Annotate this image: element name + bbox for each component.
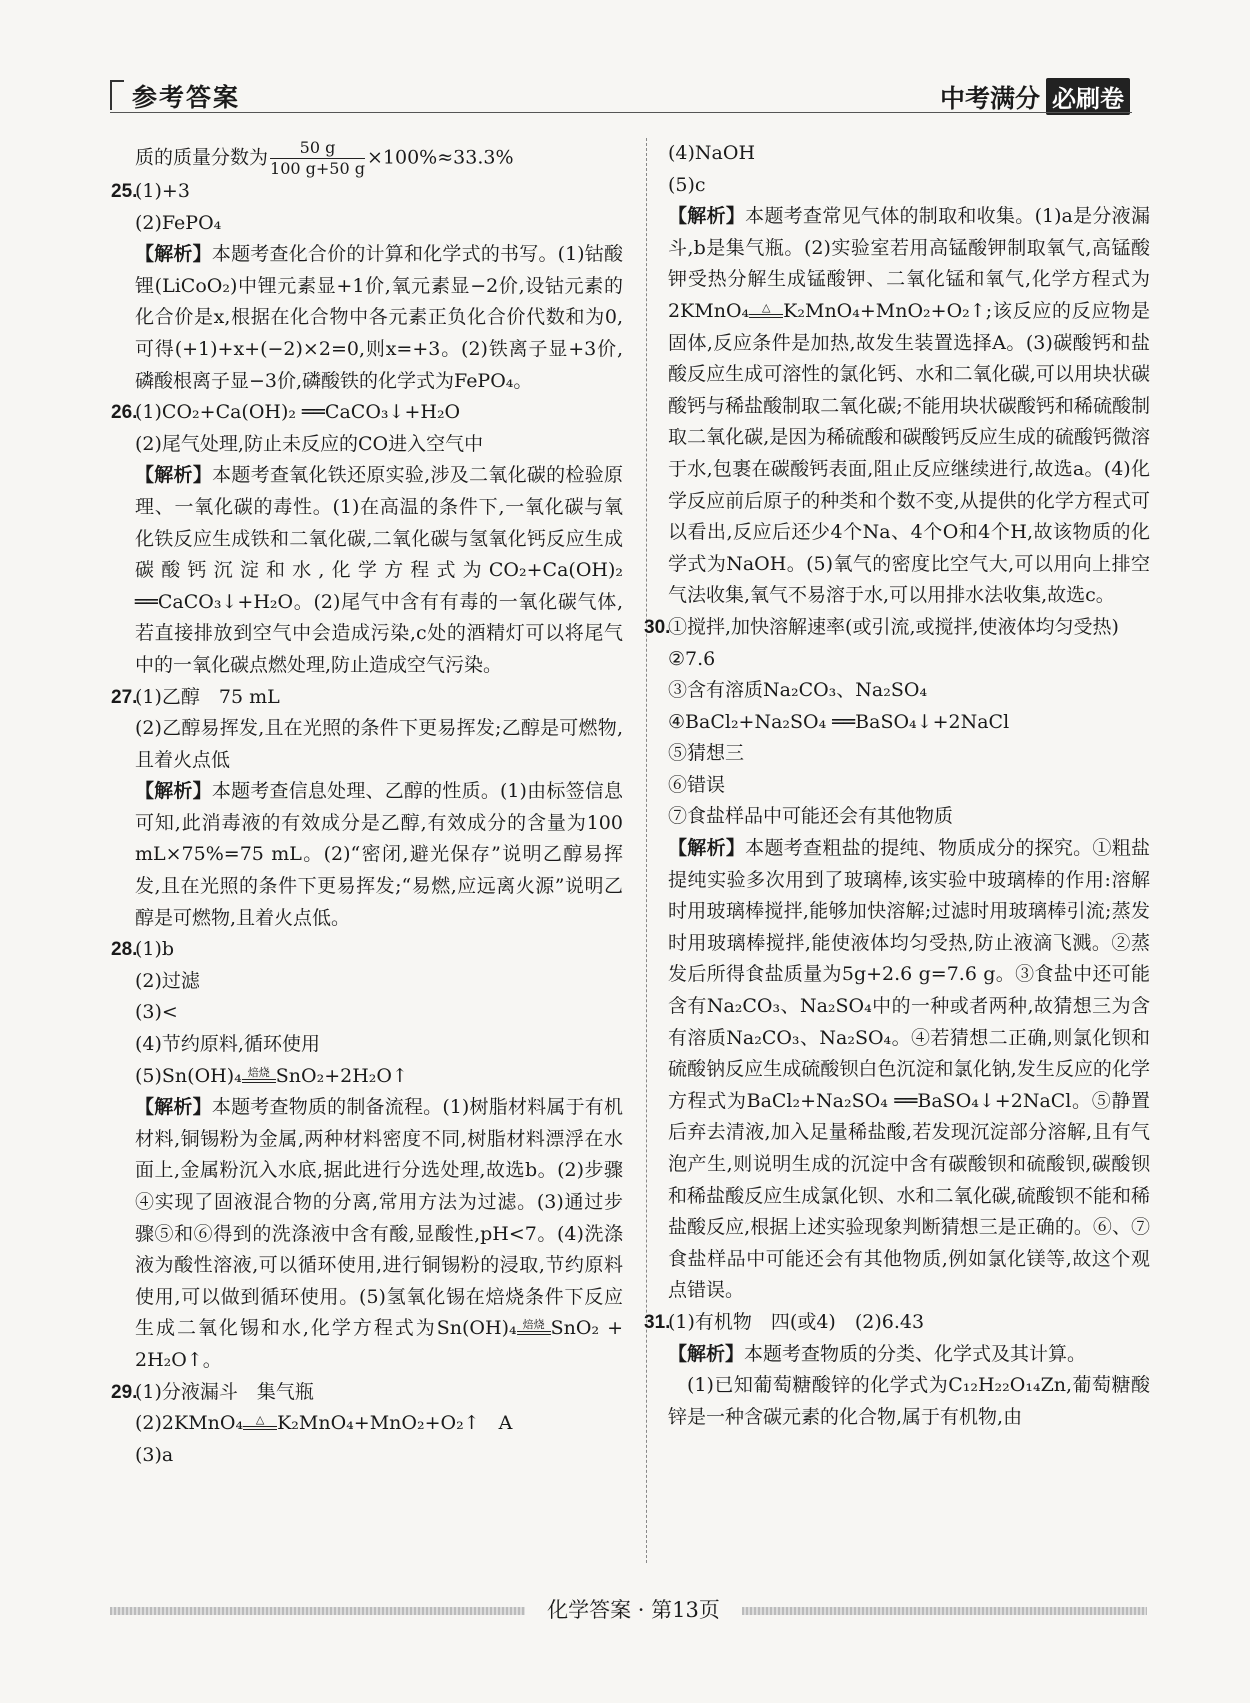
question-number: 27.	[111, 686, 138, 708]
question-28	[111, 934, 623, 1376]
question-number: 25.	[111, 181, 138, 202]
question-29-continued	[668, 138, 1150, 612]
answer-line: ⑤猜想三	[668, 742, 745, 765]
explanation-text: 本题考查物质的分类、化学式及其计算。	[744, 1342, 1087, 1365]
question-number: 29.	[111, 1381, 138, 1403]
explanation-tag: 【解析】	[135, 1096, 212, 1119]
column-divider	[646, 138, 647, 1563]
answer-line: (3)<	[135, 1001, 178, 1024]
answer-line: (2)尾气处理,防止未反应的CO进入空气中	[135, 432, 484, 455]
explanation	[668, 833, 1150, 1307]
reaction-condition: 焙烧	[517, 1319, 551, 1335]
fraction-numerator: 50 g	[270, 138, 365, 159]
footer-page-label: 化学答案 · 第13页	[547, 1598, 720, 1622]
equation-reactant: (2)2KMnO₄	[135, 1412, 244, 1435]
explanation-tag: 【解析】	[135, 780, 212, 803]
reaction-condition: 焙烧	[242, 1067, 276, 1083]
explanation-text: 本题考查化合价的计算和化学式的书写。(1)钴酸锂(LiCoO₂)中锂元素显+1价,氧元素显−2价,设钴元素的化合价是x,根据在化合物中各元素正负化合价代数和为0,可得(+1)+x+(−2)×2=0,则x=+3。(2)铁离子显+3价,磷酸根离子显−3价,磷酸铁的化学式为FePO₄。	[135, 243, 623, 392]
question-number: 26.	[111, 402, 138, 424]
equation-product: SnO₂+2H₂O↑	[275, 1064, 408, 1087]
answer-line: (1)乙醇 75 mL	[135, 685, 280, 708]
explanation-tag: 【解析】	[135, 243, 212, 266]
answer-line-equation	[135, 1061, 623, 1093]
header-right	[940, 78, 1130, 115]
answer-line: (2)FePO₄	[135, 211, 222, 234]
explanation-text-end: SnO₂ + 2H₂O↑。	[135, 1317, 623, 1371]
explanation-tag: 【解析】	[668, 205, 746, 228]
header-badge: 必刷卷	[1046, 78, 1130, 115]
header-rule	[110, 112, 1132, 113]
intro-line	[135, 138, 623, 176]
reaction-condition: △	[749, 302, 783, 318]
explanation	[135, 776, 623, 934]
answer-line: (3)a	[135, 1443, 174, 1466]
right-column	[644, 138, 1150, 1433]
left-column	[111, 138, 623, 1471]
answer-line: ⑦食盐样品中可能还会有其他物质	[668, 805, 954, 828]
header-bracket	[110, 80, 124, 110]
header-left-title: 参考答案	[132, 83, 241, 112]
answer-line: ②7.6	[668, 647, 716, 670]
answer-line: ①搅拌,加快溶解速率(或引流,或搅拌,使液体均匀受热)	[668, 615, 1119, 638]
answer-line: (4)节约原料,循环使用	[135, 1033, 320, 1056]
answer-line: (4)NaOH	[668, 142, 756, 164]
answer-line: (1)CO₂+Ca(OH)₂ ══CaCO₃↓+H₂O	[135, 401, 461, 424]
question-25	[111, 176, 623, 397]
footer-bar-right	[742, 1607, 1147, 1615]
explanation-tag: 【解析】	[668, 1342, 745, 1365]
explanation-tag: 【解析】	[135, 464, 213, 487]
footer-bar-left	[110, 1607, 525, 1615]
intro-suffix: ×100%≈33.3%	[366, 146, 514, 169]
explanation-text: 本题考查信息处理、乙醇的性质。(1)由标签信息可知,此消毒液的有效成分是乙醇,有效成分的含量为100 mL×75%=75 mL。(2)“密闭,避光保存”说明乙醇易挥发,且在光照的条件下更易挥发;“易燃,应远离火源”说明乙醇是可燃物,且着火点低。	[135, 780, 623, 929]
equation-reactant: (5)Sn(OH)₄	[135, 1064, 242, 1087]
answer-line: (2)乙醇易挥发,且在光照的条件下更易挥发;乙醇是可燃物,且着火点低	[135, 717, 623, 771]
answer-line: ③含有溶质Na₂CO₃、Na₂SO₄	[668, 679, 928, 702]
question-number: 30.	[644, 616, 671, 638]
question-29	[111, 1377, 623, 1472]
explanation	[135, 1092, 623, 1376]
intro-prefix: 质的质量分数为	[135, 146, 269, 169]
answer-line: (1)+3	[135, 180, 190, 202]
question-number: 31.	[644, 1311, 671, 1333]
question-30	[644, 612, 1150, 1307]
question-31	[644, 1307, 1150, 1433]
explanation-text: 本题考查粗盐的提纯、物质成分的探究。①粗盐提纯实验多次用到了玻璃棒,该实验中玻璃棒的作用:溶解时用玻璃棒搅拌,能够加快溶解;过滤时用玻璃棒引流;蒸发时用玻璃棒搅拌,能使液体均匀受热,防止液滴飞溅。②蒸发后所得食盐质量为5g+2.6 g=7.6 g。③食盐中还可能含有Na₂CO₃、Na₂SO₄中的一种或者两种,故猜想三为含有溶质Na₂CO₃、Na₂SO₄。④若猜想二正确,则氯化钡和硫酸钠反应生成硫酸钡白色沉淀和氯化钠,发生反应的化学方程式为BaCl₂+Na₂SO₄ ══BaSO₄↓+2NaCl。⑤静置后弃去清液,加入足量稀盐酸,若发现沉淀部分溶解,且有气泡产生,则说明生成的沉淀中含有碳酸钡和硫酸钡,碳酸钡和稀盐酸反应生成氯化钡、水和二氧化碳,硫酸钡不能和稀盐酸反应,根据上述实验现象判断猜想三是正确的。⑥、⑦食盐样品中可能还会有其他物质,例如氯化镁等,故这个观点错误。	[668, 837, 1150, 1302]
explanation-text-cont: K₂MnO₄+MnO₂+O₂↑;该反应的反应物是固体,反应条件是加热,故发生装置选择A。(3)碳酸钙和盐酸反应生成可溶性的氯化钙、水和二氧化碳,可以用块状碳酸钙与稀盐酸制取二氧化碳;不能用块状碳酸钙和稀硫酸制取二氧化碳,是因为稀硫酸和碳酸钙反应生成的硫酸钙微溶于水,包裹在碳酸钙表面,阻止反应继续进行,故选a。(4)化学反应前后原子的种类和个数不变,从提供的化学方程式可以看出,反应后还少4个Na、4个O和4个H,故该物质的化学式为NaOH。(5)氧气的密度比空气大,可以用向上排空气法收集,氧气不易溶于水,可以用排水法收集,故选c。	[668, 299, 1150, 607]
answer-line: (5)c	[668, 173, 706, 196]
answer-line: (2)过滤	[135, 969, 200, 992]
explanation-text: 本题考查常见气体的制取和收集。(1)a是分液漏斗,b是集气瓶。(2)实验室若用高锰酸钾制取氧气,高锰酸钾受热分解生成锰酸钾、二氧化锰和氧气,化学方程式为2KMnO₄	[668, 205, 1150, 322]
explanation	[668, 201, 1150, 612]
question-26	[111, 397, 623, 681]
explanation-text-2: (1)已知葡萄糖酸锌的化学式为C₁₂H₂₂O₁₄Zn,葡萄糖酸锌是一种含碳元素的化合物,属于有机物,由	[668, 1374, 1150, 1428]
explanation-tag: 【解析】	[668, 837, 746, 860]
answer-line-equation	[135, 1408, 623, 1440]
explanation	[135, 239, 623, 397]
question-number: 28.	[111, 939, 138, 961]
answer-line: (1)分液漏斗 集气瓶	[135, 1380, 314, 1403]
fraction	[270, 138, 365, 179]
equation-product: K₂MnO₄+MnO₂+O₂↑ A	[277, 1412, 513, 1435]
header-right-title: 中考满分	[939, 83, 1040, 113]
answer-line: ④BaCl₂+Na₂SO₄ ══BaSO₄↓+2NaCl	[668, 710, 1010, 733]
question-27	[111, 682, 623, 935]
reaction-condition: △	[243, 1414, 277, 1430]
explanation-text: 本题考查氧化铁还原实验,涉及二氧化碳的检验原理、一氧化碳的毒性。(1)在高温的条件下,一氧化碳与氧化铁反应生成铁和二氧化碳,二氧化碳与氢氧化钙反应生成碳酸钙沉淀和水,化学方程式为CO₂+Ca(OH)₂ ══CaCO₃↓+H₂O。(2)尾气中含有有毒的一氧化碳气体,若直接排放到空气中会造成污染,c处的酒精灯可以将尾气中的一氧化碳点燃处理,防止造成空气污染。	[135, 464, 623, 676]
fraction-denominator: 100 g+50 g	[270, 159, 365, 178]
answer-line: (1)b	[135, 938, 175, 961]
answer-line: ⑥错误	[668, 773, 726, 796]
explanation-text: 本题考查物质的制备流程。(1)树脂材料属于有机材料,铜锡粉为金属,两种材料密度不同,树脂材料漂浮在水面上,金属粉沉入水底,据此进行分选处理,故选b。(2)步骤④实现了固液混合物的分离,常用方法为过滤。(3)通过步骤⑤和⑥得到的洗涤液中含有酸,显酸性,pH<7。(4)洗涤液为酸性溶液,可以循环使用,进行铜锡粉的浸取,节约原料使用,可以做到循环使用。(5)氢氧化锡在焙烧条件下反应生成二氧化锡和水,化学方程式为Sn(OH)₄	[135, 1096, 623, 1340]
explanation	[135, 460, 623, 681]
explanation	[668, 1339, 1150, 1371]
answer-line: (1)有机物 四(或4) (2)6.43	[668, 1310, 925, 1333]
